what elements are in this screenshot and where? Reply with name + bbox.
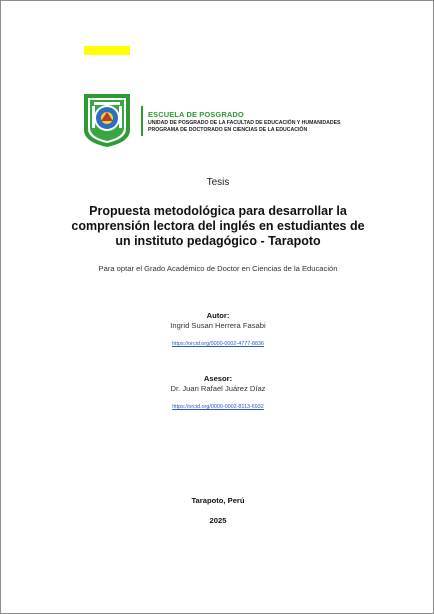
program-name: PROGRAMA DE DOCTORADO EN CIENCIAS DE LA EDUCACIÓN	[148, 126, 308, 133]
degree-statement: Para optar el Grado Académico de Doctor en Ciencias de la Educación	[98, 264, 338, 273]
author-orcid-link[interactable]: https://orcid.org/0000-0002-4777-8836	[171, 341, 264, 347]
city-location: Tarapoto, Perú	[191, 496, 245, 505]
thesis-title-line: Propuesta metodológica para desarrollar la	[89, 204, 347, 218]
school-name: ESCUELA DE POSGRADO	[148, 110, 244, 119]
university-seal-icon	[82, 92, 132, 148]
advisor-label: Asesor:	[203, 374, 233, 383]
document-type: Tesis	[206, 177, 230, 188]
thesis-title	[1, 204, 434, 249]
header-divider	[141, 106, 143, 136]
advisor-orcid-link[interactable]: https://orcid.org/0000-0002-8113-6932	[172, 404, 264, 410]
thesis-title-line: comprensión lectora del inglés en estudiantes de	[71, 219, 365, 233]
author-label: Autor:	[206, 311, 230, 320]
thesis-title-line: un instituto pedagógico - Tarapoto	[115, 234, 321, 248]
author-orcid-container	[1, 332, 434, 350]
author-name: Ingrid Susan Herrera Fasabi	[170, 321, 266, 330]
advisor-orcid-container	[1, 395, 434, 413]
institution-header	[148, 111, 341, 135]
publication-year: 2025	[209, 516, 227, 525]
yellow-highlight-mark	[84, 46, 130, 55]
advisor-name: Dr. Juan Rafael Juárez Díaz	[170, 384, 266, 393]
unit-name: UNIDAD DE POSGRADO DE LA FACULTAD DE EDUCACIÓN Y HUMANIDADES	[148, 119, 341, 126]
